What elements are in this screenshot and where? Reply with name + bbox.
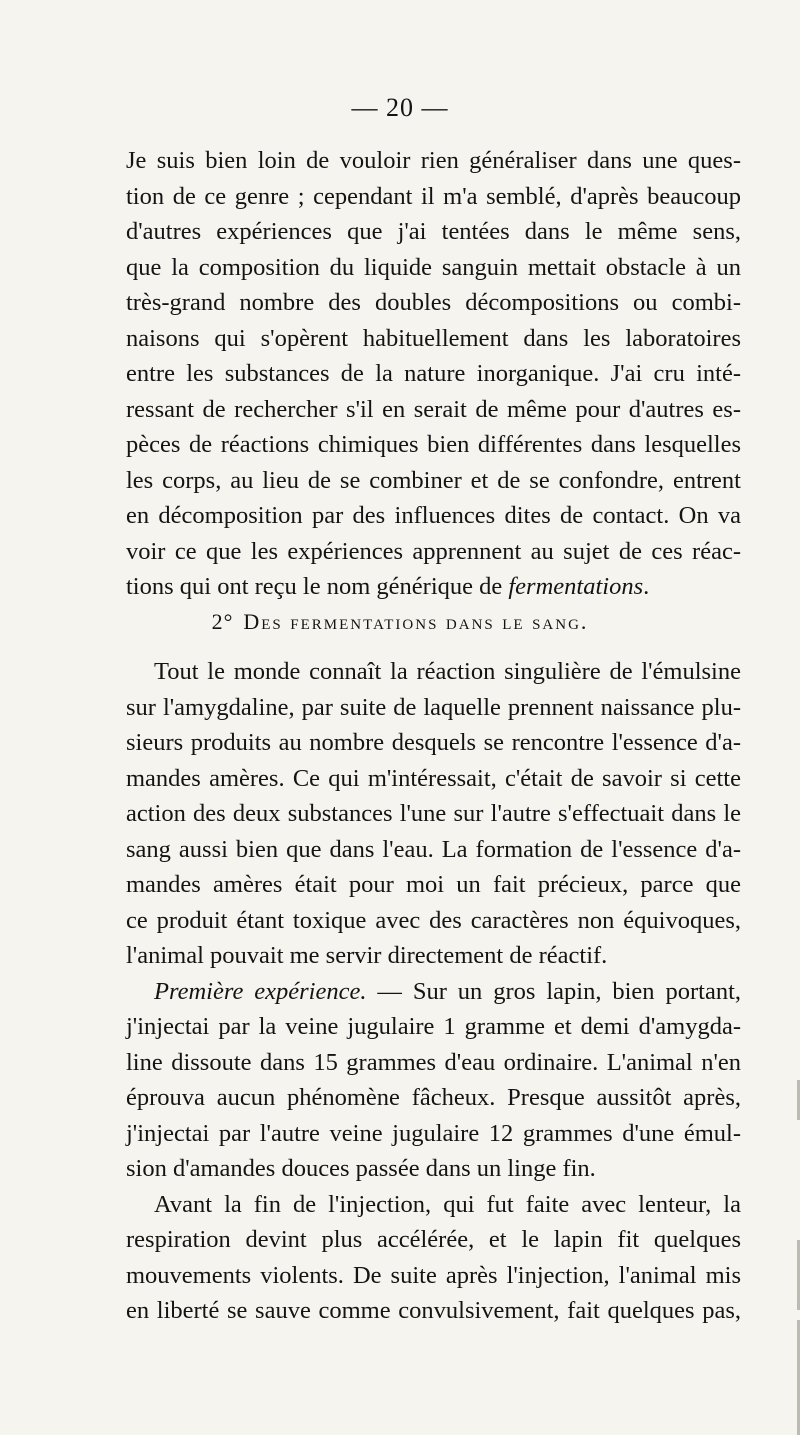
text-line: tion de ce genre ; cependant il m'a semblé, d'après beaucoup xyxy=(126,182,741,210)
text-line: voir ce que les expériences apprennent au sujet de ces réac- xyxy=(126,537,741,565)
text-line-last: sion d'amandes douces passée dans un linge fin. xyxy=(126,1155,596,1182)
paragraph-1 xyxy=(126,143,741,605)
text-line: mouvements violents. De suite après l'injection, l'animal mis xyxy=(126,1261,741,1289)
text-line: pèces de réactions chimiques bien différentes dans lesquelles xyxy=(126,431,741,458)
text-line: que la composition du liquide sanguin mettait obstacle à un xyxy=(126,253,741,281)
text-line: line dissoute dans 15 grammes d'eau ordinaire. L'animal n'en xyxy=(126,1048,741,1076)
text-line: mandes amères. Ce qui m'intéressait, c'était de savoir si cette xyxy=(126,764,741,792)
text-line xyxy=(126,974,741,1010)
experiment-label: Première expérience. xyxy=(154,977,367,1005)
section-number: 2° xyxy=(211,609,234,634)
text-line: ce produit étant toxique avec des caractères non équivoques, xyxy=(126,906,741,934)
section-title: Des fermentations dans le sang. xyxy=(243,609,589,634)
text-line: les corps, au lieu de se combiner et de se confondre, entrent xyxy=(126,466,741,494)
text-line: Je suis bien loin de vouloir rien généraliser dans une ques- xyxy=(126,147,741,174)
italic-term: fermentations xyxy=(508,573,644,600)
text-line: sieurs produits au nombre desquels se rencontre l'essence d'a- xyxy=(126,729,741,756)
text-fragment: tions qui ont reçu le nom générique de xyxy=(126,573,509,600)
text-line-last xyxy=(126,569,741,605)
text-line: en liberté se sauve comme convulsivement, fait quelques pas, xyxy=(126,1297,741,1324)
text-line: j'injectai par l'autre veine jugulaire 12 grammes d'une émul- xyxy=(126,1119,741,1147)
text-line: sang aussi bien que dans l'eau. La formation de l'essence d'a- xyxy=(126,835,741,863)
text-line-last: l'animal pouvait me servir directement de réactif. xyxy=(126,942,608,969)
text-line: entre les substances de la nature inorganique. J'ai cru inté- xyxy=(126,360,741,387)
text-line: très-grand nombre des doubles décompositions ou combi- xyxy=(126,289,741,316)
text-fragment: — Sur un gros lapin, bien portant, xyxy=(366,977,741,1005)
text-line: en décomposition par des influences dites de contact. On va xyxy=(126,502,741,529)
text-line: mandes amères était pour moi un fait précieux, parce que xyxy=(126,871,741,898)
text-line: respiration devint plus accélérée, et le lapin fit quelques xyxy=(126,1226,741,1253)
text-line: action des deux substances l'une sur l'autre s'effectuait dans le xyxy=(126,800,741,827)
text-line: d'autres expériences que j'ai tentées dans le même sens, xyxy=(126,218,741,245)
text-line: sur l'amygdaline, par suite de laquelle prennent naissance plu- xyxy=(126,693,741,721)
page-number: — 20 — xyxy=(351,93,449,122)
text-line: ressant de rechercher s'il en serait de même pour d'autres es- xyxy=(126,395,741,423)
text-line: Avant la fin de l'injection, qui fut faite avec lenteur, la xyxy=(154,1190,741,1218)
text-line: éprouva aucun phénomène fâcheux. Presque aussitôt après, xyxy=(126,1084,741,1111)
text-line: naisons qui s'opèrent habituellement dans les laboratoires xyxy=(126,324,741,352)
paragraph-2 xyxy=(126,654,741,1329)
section-heading xyxy=(0,609,800,635)
text-fragment: . xyxy=(643,573,650,600)
text-line: j'injectai par la veine jugulaire 1 gramme et demi d'amygda- xyxy=(126,1013,741,1040)
text-line: Tout le monde connaît la réaction singulière de l'émulsine xyxy=(154,658,741,685)
